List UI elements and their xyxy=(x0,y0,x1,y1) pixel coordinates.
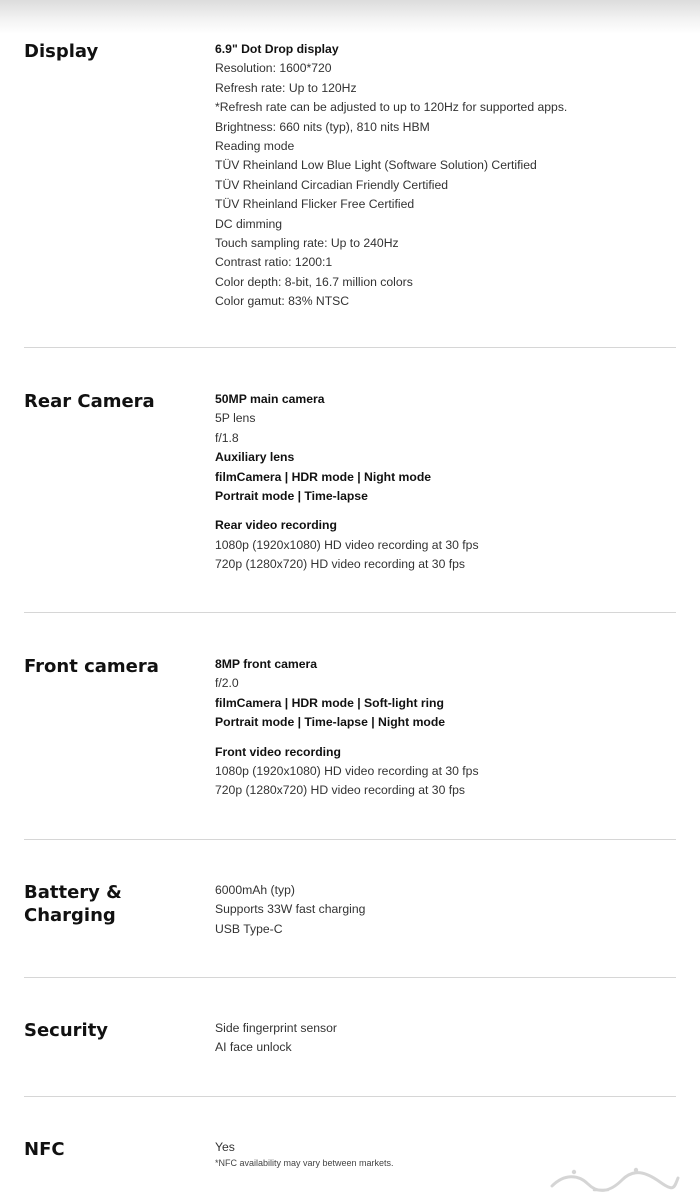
spec-item: 1080p (1920x1080) HD video recording at 30 fps xyxy=(215,763,479,778)
spec-item: Resolution: 1600*720 xyxy=(215,61,332,76)
spec-item: 5P lens xyxy=(215,411,256,426)
spec-list xyxy=(215,881,675,939)
spec-list xyxy=(215,1019,675,1058)
spec-footnote: *NFC availability may vary between markets. xyxy=(215,1158,394,1169)
spec-item: 720p (1280x720) HD video recording at 30 fps xyxy=(215,557,465,572)
section-divider xyxy=(24,612,676,613)
section-title: Rear Camera xyxy=(24,391,155,412)
section-title: NFC xyxy=(24,1139,65,1160)
spec-item: Supports 33W fast charging xyxy=(215,902,366,917)
spec-item: Contrast ratio: 1200:1 xyxy=(215,255,333,270)
spec-item: AI face unlock xyxy=(215,1040,292,1055)
spec-item: Color gamut: 83% NTSC xyxy=(215,294,350,309)
section-divider xyxy=(24,347,676,348)
spec-heading: Rear video recording xyxy=(215,518,337,533)
spec-item: DC dimming xyxy=(215,216,283,231)
spec-heading: 6.9" Dot Drop display xyxy=(215,42,339,56)
haraj-logo-icon xyxy=(544,1164,684,1196)
spec-list xyxy=(215,655,675,801)
section-divider xyxy=(24,839,676,840)
spec-item: *Refresh rate can be adjusted to up to 120Hz for supported apps. xyxy=(215,100,568,115)
spec-heading: Auxiliary lens xyxy=(215,450,295,465)
spec-item: USB Type-C xyxy=(215,921,283,936)
spec-heading: Front video recording xyxy=(215,744,341,759)
spec-item: Refresh rate: Up to 120Hz xyxy=(215,80,357,95)
section-title: Battery & Charging xyxy=(24,882,122,926)
spec-item: 1080p (1920x1080) HD video recording at 30 fps xyxy=(215,537,479,552)
spec-item: TÜV Rheinland Low Blue Light (Software Solution) Certified xyxy=(215,158,537,173)
spec-item: Brightness: 660 nits (typ), 810 nits HBM xyxy=(215,119,430,134)
spec-item: 6000mAh (typ) xyxy=(215,883,295,897)
top-edge-shadow xyxy=(0,0,700,34)
spec-item: TÜV Rheinland Circadian Friendly Certified xyxy=(215,177,449,192)
spec-item: TÜV Rheinland Flicker Free Certified xyxy=(215,197,415,212)
spec-item: 720p (1280x720) HD video recording at 30 fps xyxy=(215,783,465,798)
spec-item: f/2.0 xyxy=(215,676,239,691)
section-title: Display xyxy=(24,41,99,62)
spec-item: f/1.8 xyxy=(215,430,239,445)
spec-heading: filmCamera | HDR mode | Night mode xyxy=(215,469,432,484)
section-title: Front camera xyxy=(24,656,159,677)
spec-heading: Portrait mode | Time-lapse | Night mode xyxy=(215,715,446,730)
spec-heading: Portrait mode | Time-lapse xyxy=(215,488,368,503)
section-divider xyxy=(24,1096,676,1097)
section-title: Security xyxy=(24,1020,109,1041)
spec-item: Color depth: 8-bit, 16.7 million colors xyxy=(215,274,413,289)
spec-list xyxy=(215,40,675,311)
spec-heading: filmCamera | HDR mode | Soft-light ring xyxy=(215,695,444,710)
spec-item: Side fingerprint sensor xyxy=(215,1021,337,1035)
spec-item: Reading mode xyxy=(215,138,295,153)
spec-item: Yes xyxy=(215,1140,235,1154)
spec-heading: 50MP main camera xyxy=(215,392,325,406)
spec-list xyxy=(215,390,675,575)
section-divider xyxy=(24,977,676,978)
spec-item: Touch sampling rate: Up to 240Hz xyxy=(215,235,399,250)
spec-heading: 8MP front camera xyxy=(215,657,318,671)
